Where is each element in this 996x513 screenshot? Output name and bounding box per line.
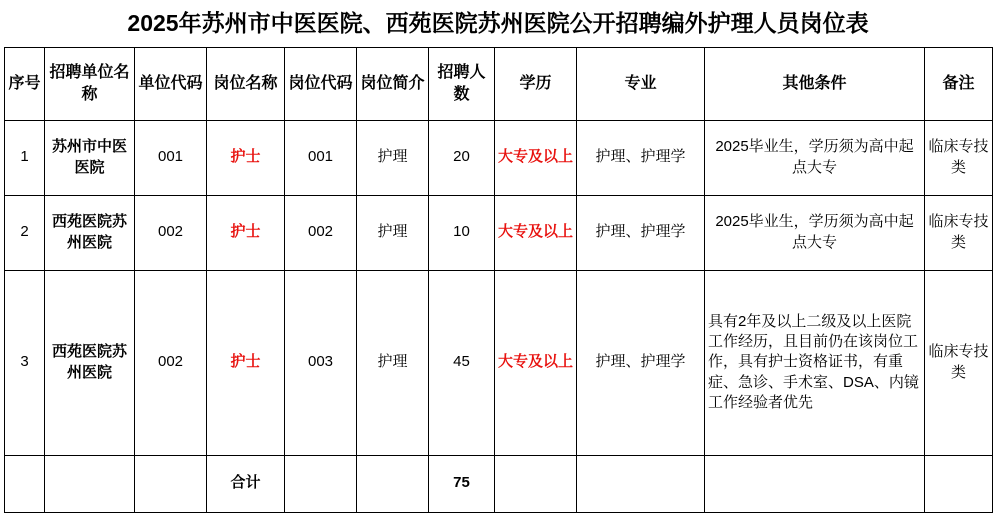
cell-major: 护理、护理学 [577, 120, 705, 195]
cell-count: 20 [429, 120, 495, 195]
column-header-unit-code: 单位代码 [135, 47, 207, 120]
table-row [5, 270, 993, 455]
column-header-other: 其他条件 [705, 47, 925, 120]
column-header-seq: 序号 [5, 47, 45, 120]
column-header-unit: 招聘单位名称 [45, 47, 135, 120]
total-label: 合计 [207, 455, 285, 512]
cell-post-name: 护士 [207, 120, 285, 195]
cell-post-intro: 护理 [357, 195, 429, 270]
cell-unit: 西苑医院苏州医院 [45, 270, 135, 455]
cell-post-code: 003 [285, 270, 357, 455]
cell-post-name: 护士 [207, 195, 285, 270]
total-count: 75 [429, 455, 495, 512]
table-body [5, 120, 993, 512]
column-header-post-name: 岗位名称 [207, 47, 285, 120]
cell-unit-code: 001 [135, 120, 207, 195]
cell-education: 大专及以上 [495, 270, 577, 455]
column-header-post-code: 岗位代码 [285, 47, 357, 120]
cell-count: 10 [429, 195, 495, 270]
cell-remark: 临床专技类 [925, 270, 993, 455]
cell-unit: 西苑医院苏州医院 [45, 195, 135, 270]
column-header-count: 招聘人数 [429, 47, 495, 120]
recruitment-table [4, 47, 993, 513]
cell-post-intro: 护理 [357, 270, 429, 455]
cell-post-intro: 护理 [357, 120, 429, 195]
table-header-row [5, 47, 993, 120]
cell-post-code: 001 [285, 120, 357, 195]
cell-post-name: 护士 [207, 270, 285, 455]
cell-major: 护理、护理学 [577, 270, 705, 455]
cell-seq: 2 [5, 195, 45, 270]
column-header-post-intro: 岗位简介 [357, 47, 429, 120]
cell-other-conditions: 具有2年及以上二级及以上医院工作经历，且目前仍在该岗位工作，具有护士资格证书，有重症、急诊、手术室、DSA、内镜工作经验者优先 [705, 270, 925, 455]
table-row [5, 120, 993, 195]
table-header [5, 47, 993, 120]
page-title: 2025年苏州市中医医院、西苑医院苏州医院公开招聘编外护理人员岗位表 [127, 10, 869, 36]
column-header-education: 学历 [495, 47, 577, 120]
cell-count: 45 [429, 270, 495, 455]
cell-other-conditions: 2025毕业生，学历须为高中起点大专 [705, 120, 925, 195]
cell-seq: 3 [5, 270, 45, 455]
cell-education: 大专及以上 [495, 195, 577, 270]
cell-other-conditions: 2025毕业生，学历须为高中起点大专 [705, 195, 925, 270]
cell-education: 大专及以上 [495, 120, 577, 195]
column-header-remark: 备注 [925, 47, 993, 120]
column-header-major: 专业 [577, 47, 705, 120]
cell-seq: 1 [5, 120, 45, 195]
table-row [5, 195, 993, 270]
cell-unit-code: 002 [135, 195, 207, 270]
cell-unit: 苏州市中医医院 [45, 120, 135, 195]
cell-major: 护理、护理学 [577, 195, 705, 270]
cell-unit-code: 002 [135, 270, 207, 455]
cell-remark: 临床专技类 [925, 120, 993, 195]
cell-post-code: 002 [285, 195, 357, 270]
cell-remark: 临床专技类 [925, 195, 993, 270]
